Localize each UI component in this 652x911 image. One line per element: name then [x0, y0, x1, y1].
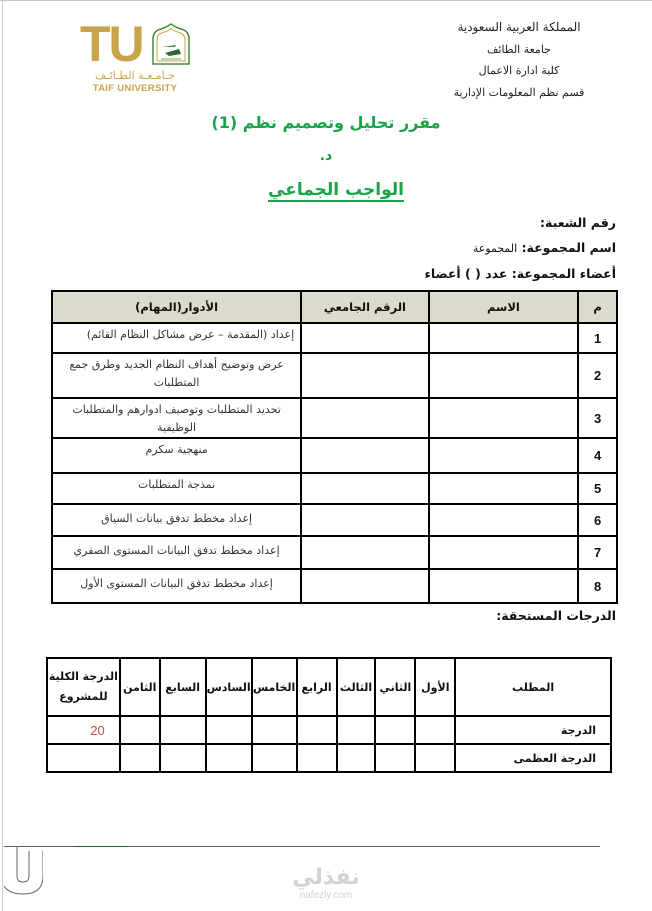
page-top-edge: [0, 0, 652, 1]
header-requirement: المطلب: [455, 658, 611, 716]
university-name: جامعة الطائف: [487, 42, 551, 56]
grade-cell[interactable]: [160, 716, 206, 744]
header-name: الاسم: [429, 291, 578, 323]
row-num: 4: [578, 438, 617, 473]
group-members-label: أعضاء المجموعة: عدد ( ) أعضاء: [424, 266, 616, 281]
assignment-title-text: الواجب الجماعي: [268, 180, 404, 200]
table-row: [52, 569, 617, 603]
table-row: [52, 536, 617, 569]
member-role-cell: عرض وتوضيح أهداف النظام الجديد وطرق جمع المتطلبات: [52, 353, 301, 398]
logo-letters: TU: [80, 16, 143, 72]
group-name-label: اسم المجموعة:: [521, 240, 616, 255]
section-number-label: رقم الشعبة:: [540, 215, 616, 230]
header-roles: الأدوار(المهام): [52, 291, 301, 323]
grades-section-label: الدرجات المستحقة:: [496, 608, 616, 623]
header-eighth: الثامن: [120, 658, 160, 716]
college-name: كلية ادارة الاعمال: [478, 64, 560, 77]
member-id-cell[interactable]: [301, 353, 429, 398]
watermark: [0, 866, 652, 902]
member-name-cell[interactable]: [429, 323, 578, 353]
project-total-value: 20: [47, 716, 120, 744]
grade-cell[interactable]: [252, 716, 297, 744]
group-name-field: [473, 240, 616, 255]
member-role-cell: إعداد مخطط تدفق بيانات السياق: [52, 504, 301, 536]
assignment-title: [0, 180, 652, 200]
member-name-cell[interactable]: [429, 473, 578, 504]
department-name: قسم نظم المعلومات الإدارية: [453, 85, 585, 99]
logo-english-name: TAIF UNIVERSITY: [92, 83, 178, 94]
grade-cell[interactable]: [415, 716, 455, 744]
members-table-header: [52, 291, 617, 323]
header-project-total: الدرجة الكلية للمشروع: [47, 658, 120, 716]
mosque-arch-icon: [151, 23, 191, 65]
table-row: [52, 438, 617, 473]
header-second: الثاني: [375, 658, 415, 716]
header-seventh: السابع: [160, 658, 206, 716]
table-row: [52, 473, 617, 504]
member-role-cell: إعداد مخطط تدفق البيانات المستوى الأول: [52, 569, 301, 603]
header-sixth: السادس: [206, 658, 252, 716]
header-fourth: الرابع: [297, 658, 337, 716]
member-id-cell[interactable]: [301, 536, 429, 569]
member-name-cell[interactable]: [429, 569, 578, 603]
row-num: 3: [578, 398, 617, 438]
grade-cell[interactable]: [415, 744, 455, 772]
grade-cell[interactable]: [160, 744, 206, 772]
member-role-cell: منهجية سكرم: [52, 438, 301, 473]
member-id-cell[interactable]: [301, 473, 429, 504]
instructor-label: د.: [319, 148, 333, 164]
member-id-cell[interactable]: [301, 323, 429, 353]
grades-header-row: [47, 658, 611, 716]
member-id-cell[interactable]: [301, 438, 429, 473]
table-row: [52, 323, 617, 353]
member-id-cell[interactable]: [301, 504, 429, 536]
country-name: المملكة العربية السعودية: [457, 20, 581, 34]
table-row: [52, 504, 617, 536]
member-name-cell[interactable]: [429, 504, 578, 536]
grade-cell[interactable]: [206, 716, 252, 744]
row-num: 1: [578, 323, 617, 353]
grades-row-max: [47, 744, 611, 772]
member-role-cell: إعداد (المقدمة – عرض مشاكل النظام القائم): [52, 323, 301, 353]
member-role-cell: تحديد المتطلبات وتوصيف ادوارهم والمتطلبات الوظيفية: [52, 398, 301, 438]
section-number-field: [540, 215, 616, 230]
footer-divider: [4, 846, 600, 847]
row-num: 2: [578, 353, 617, 398]
member-role-cell: إعداد مخطط تدفق البيانات المستوى الصفري: [52, 536, 301, 569]
row-num: 8: [578, 569, 617, 603]
grades-table: [46, 657, 612, 773]
header-num: م: [578, 291, 617, 323]
member-id-cell[interactable]: [301, 398, 429, 438]
header-student-id: الرقم الجامعي: [301, 291, 429, 323]
university-logo: [80, 16, 192, 96]
watermark-arabic: نفذلي: [292, 865, 360, 890]
member-name-cell[interactable]: [429, 398, 578, 438]
header-first: الأول: [415, 658, 455, 716]
institution-header: [434, 17, 604, 103]
grade-cell[interactable]: [297, 744, 337, 772]
course-title: مقرر تحليل وتصميم نظم (1): [211, 113, 441, 132]
header-third: الثالث: [337, 658, 376, 716]
project-max-total-value[interactable]: [47, 744, 120, 772]
grade-cell[interactable]: [375, 744, 415, 772]
row-num: 7: [578, 536, 617, 569]
grade-cell[interactable]: [375, 716, 415, 744]
row-num: 5: [578, 473, 617, 504]
header-fifth: الخامس: [252, 658, 297, 716]
grade-cell[interactable]: [120, 716, 160, 744]
member-name-cell[interactable]: [429, 353, 578, 398]
members-table: [51, 290, 618, 604]
member-name-cell[interactable]: [429, 536, 578, 569]
row-num: 6: [578, 504, 617, 536]
grade-cell[interactable]: [206, 744, 252, 772]
logo-arabic-name: جـامـعـة الطـائـف: [94, 69, 176, 82]
grades-row-score: [47, 716, 611, 744]
page-left-edge: [2, 0, 3, 911]
row-label-max-score: الدرجة العظمى: [455, 744, 611, 772]
grade-cell[interactable]: [337, 744, 376, 772]
group-members-field: [424, 266, 616, 281]
group-name-value[interactable]: المجموعة: [472, 242, 518, 255]
row-label-score: الدرجة: [455, 716, 611, 744]
table-row: [52, 398, 617, 438]
footer-divider-accent: [76, 846, 128, 847]
grade-cell[interactable]: [120, 744, 160, 772]
grade-cell[interactable]: [252, 744, 297, 772]
table-row: [52, 353, 617, 398]
grade-cell[interactable]: [337, 716, 376, 744]
member-id-cell[interactable]: [301, 569, 429, 603]
member-name-cell[interactable]: [429, 438, 578, 473]
member-role-cell: نمذجة المتطلبات: [52, 473, 301, 504]
grade-cell[interactable]: [297, 716, 337, 744]
watermark-domain: nafezly.com: [299, 890, 353, 901]
